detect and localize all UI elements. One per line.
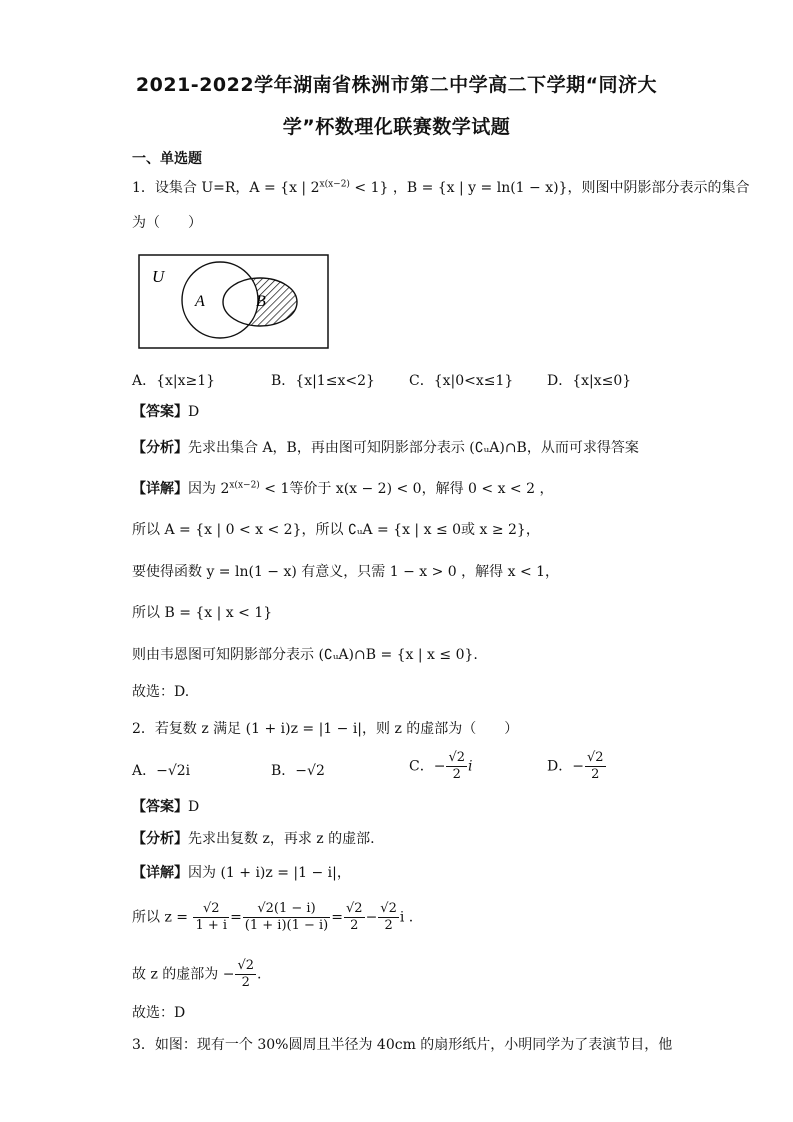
fraction-denominator: 2 — [384, 918, 393, 933]
q2-option-d — [547, 750, 607, 783]
q2-choose: 故选：D — [132, 1005, 186, 1021]
fraction-numerator: √2 — [380, 901, 397, 916]
q2-stem: 2．若复数 z 满足 (1 + i)z = |1 − i|，则 z 的虚部为（ ） — [132, 721, 519, 737]
fraction-numerator: √2 — [448, 750, 466, 765]
q2-option-a: A．−√2i — [132, 763, 191, 779]
fraction-denominator: (1 + i)(1 − i) — [244, 918, 329, 933]
q1-detail-5: 则由韦恩图可知阴影部分表示 (∁ᵤA)∩B = {x | x ≤ 0}. — [132, 647, 478, 663]
analysis-text: 先求出复数 z，再求 z 的虚部. — [188, 831, 375, 847]
q1-analysis — [132, 437, 639, 457]
detail-tag: 【详解】 — [132, 481, 188, 497]
q1-option-a: A．{x|x≥1} — [132, 373, 216, 389]
section-heading: 一、单选题 — [132, 151, 202, 167]
q1-exponent: x(x−2) — [319, 179, 350, 190]
q2-analysis — [132, 828, 375, 848]
q1-detail-1 — [132, 478, 553, 498]
fraction-numerator: √2(1 − i) — [243, 901, 330, 918]
answer-tag: 【答案】 — [132, 799, 188, 815]
q2-answer — [132, 796, 199, 816]
q1-stem-cont: 为（ ） — [132, 215, 202, 231]
q1-option-c: C．{x|0<x≤1} — [409, 373, 514, 389]
q1-stem — [132, 177, 750, 197]
fraction — [235, 958, 256, 991]
analysis-text: 先求出集合 A，B，再由图可知阴影部分表示 (∁ᵤA)∩B，从而可求得答案 — [188, 440, 639, 456]
fraction — [446, 750, 467, 783]
analysis-tag: 【分析】 — [132, 831, 188, 847]
venn-label-u: U — [152, 267, 165, 286]
option-c-prefix: C．− — [409, 758, 446, 775]
fraction-denominator: 1 + i — [195, 918, 228, 933]
answer-value: D — [188, 799, 200, 815]
fraction-numerator: √2 — [193, 901, 229, 918]
title-line-2: 学”杯数理化联赛数学试题 — [282, 116, 511, 138]
q1-option-d: D．{x|x≤0} — [547, 373, 632, 389]
option-d-prefix: D．− — [547, 758, 584, 775]
detail-exponent: x(x−2) — [229, 480, 260, 491]
q1-detail-3: 要使得函数 y = ln(1 − x) 有意义，只需 1 − x > 0 ，解得 x < 1， — [132, 564, 560, 580]
q1-choose: 故选：D. — [132, 684, 190, 700]
fraction-numerator: √2 — [237, 958, 255, 973]
fraction-denominator: 2 — [591, 767, 600, 782]
detail-tail: . — [257, 966, 262, 983]
fraction-numerator: √2 — [586, 750, 604, 765]
q2-detail-1 — [132, 862, 351, 882]
detail-part-a: 因为 2 — [188, 481, 230, 497]
q1-stem-part-a: 1．设集合 U=R，A = {x | 2 — [132, 180, 320, 196]
fraction-denominator: 2 — [241, 975, 250, 990]
fraction — [243, 901, 330, 934]
q1-option-b: B．{x|1≤x<2} — [271, 373, 375, 389]
fraction — [378, 901, 399, 934]
detail-tag: 【详解】 — [132, 865, 188, 881]
detail-part-b: < 1等价于 x(x − 2) < 0，解得 0 < x < 2 ， — [259, 481, 554, 497]
fraction-denominator: 2 — [452, 767, 461, 782]
fraction-numerator: √2 — [346, 901, 363, 916]
q1-stem-part-b: < 1} ，B = {x | y = ln(1 − x)}，则图中阴影部分表示的集合 — [349, 180, 750, 196]
fraction-denominator: 2 — [350, 918, 359, 933]
detail-text: 因为 (1 + i)z = |1 − i|， — [188, 865, 351, 881]
venn-diagram — [138, 254, 330, 350]
detail-prefix: 所以 z = — [132, 909, 189, 926]
venn-label-b: B — [256, 293, 266, 310]
q1-answer — [132, 401, 199, 421]
option-c-suffix: i — [468, 758, 473, 775]
title-line-1: 2021-2022学年湖南省株洲市第二中学高二下学期“同济大 — [135, 74, 658, 96]
analysis-tag: 【分析】 — [132, 440, 188, 456]
q1-detail-4: 所以 B = {x | x < 1} — [132, 605, 273, 621]
answer-value: D — [188, 404, 200, 420]
venn-label-a: A — [195, 293, 205, 310]
fraction — [585, 750, 606, 783]
detail-tail: i . — [399, 909, 414, 926]
detail-prefix: 故 z 的虚部为 − — [132, 966, 235, 983]
q2-option-c — [409, 750, 473, 783]
q2-detail-3 — [132, 958, 261, 991]
q3-stem: 3．如图：现有一个 30%圆周且半径为 40cm 的扇形纸片，小明同学为了表演节目，他 — [132, 1037, 673, 1053]
answer-tag: 【答案】 — [132, 404, 188, 420]
fraction — [193, 901, 229, 934]
q1-detail-2: 所以 A = {x | 0 < x < 2}，所以 ∁ᵤA = {x | x ≤ 0或 x ≥ 2}， — [132, 522, 540, 538]
q2-detail-2: 所以 z = $\frac{√2}{1 + i}$ = $\frac{√2(1 - i)}{(1 + i)(1 - i)}$ = $\frac{√2}{2}$ − $\frac{√2}{2}$ i . — [132, 901, 414, 933]
q2-option-b: B．−√2 — [271, 763, 325, 779]
fraction — [344, 901, 365, 934]
